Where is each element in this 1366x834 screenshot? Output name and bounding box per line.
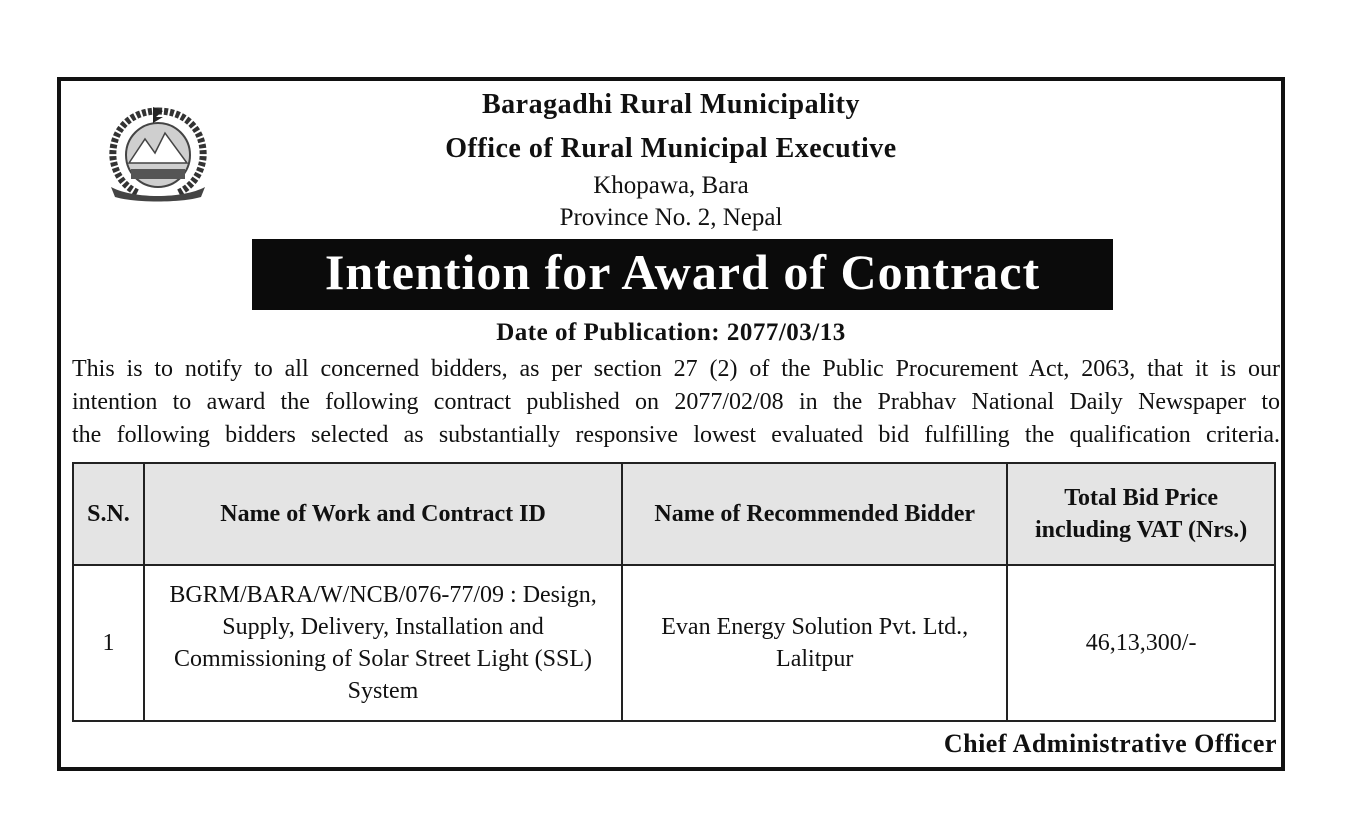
header-sn: S.N. — [73, 463, 144, 565]
cell-price: 46,13,300/- — [1007, 565, 1275, 721]
header-price: Total Bid Price including VAT (Nrs.) — [1007, 463, 1275, 565]
header-bidder: Name of Recommended Bidder — [622, 463, 1007, 565]
cell-bidder: Evan Energy Solution Pvt. Ltd., Lalitpur — [622, 565, 1007, 721]
header-work: Name of Work and Contract ID — [144, 463, 622, 565]
publication-date: Date of Publication: 2077/03/13 — [496, 319, 846, 346]
municipality-name: Baragadhi Rural Municipality — [481, 89, 861, 120]
table-row — [73, 565, 1275, 721]
address-line-2: Province No. 2, Nepal — [559, 204, 783, 231]
address-line-1: Khopawa, Bara — [593, 172, 749, 199]
office-name: Office of Rural Municipal Executive — [445, 133, 897, 164]
notice-line: This is to notify to all concerned bidders, as per section 27 (2) of the Public Procurement Act, 2063, that it is our — [72, 356, 1280, 382]
cell-sn: 1 — [73, 565, 144, 721]
award-table — [72, 462, 1276, 722]
notice-line: the following bidders selected as substantially responsive lowest evaluated bid fulfilling the qualification criteria. — [72, 422, 1280, 448]
notice-frame — [57, 77, 1285, 771]
notice-body-text — [72, 353, 1280, 452]
cell-work: BGRM/BARA/W/NCB/076-77/09 : Design, Supply, Delivery, Installation and Commissioning of Solar Street Light (SSL) System — [144, 565, 622, 721]
table-header-row — [73, 463, 1275, 565]
notice-title-banner: Intention for Award of Contract — [252, 239, 1113, 310]
notice-line: intention to award the following contract published on 2077/02/08 in the Prabhav National Daily Newspaper to — [72, 389, 1280, 415]
signatory-title: Chief Administrative Officer — [943, 729, 1277, 758]
